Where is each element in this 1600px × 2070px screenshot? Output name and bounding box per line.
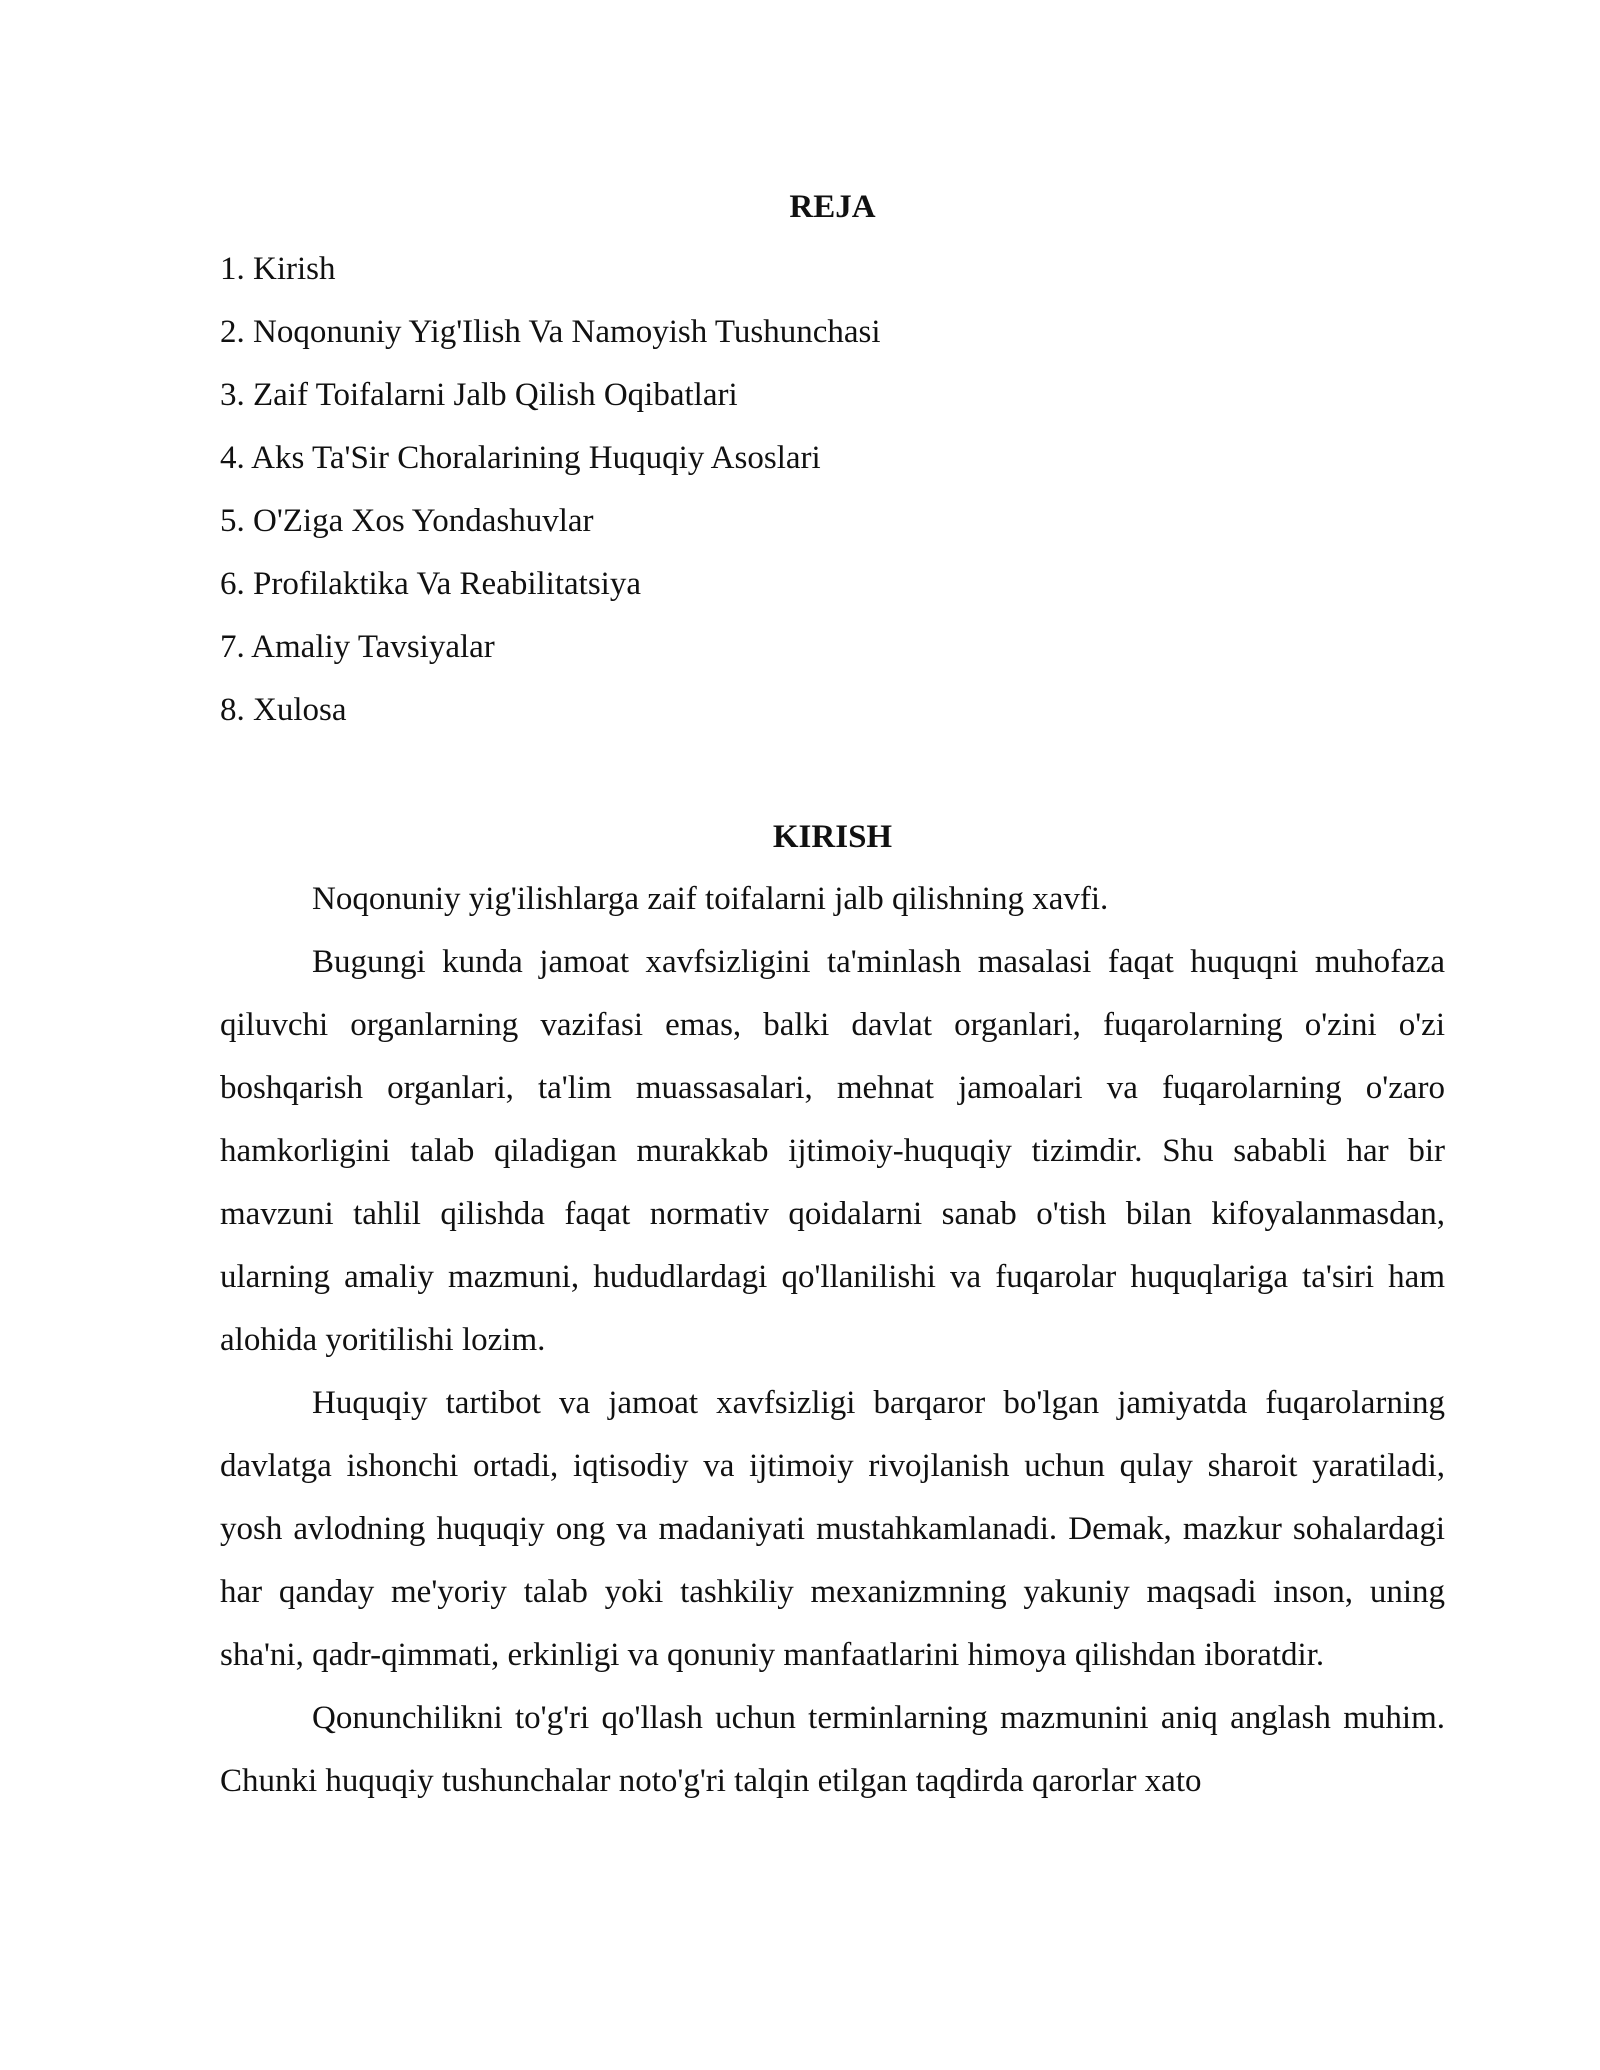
plan-heading: REJA	[789, 189, 876, 225]
intro-paragraph-4: Qonunchilikni to'g'ri qo'llash uchun terminlarning mazmunini aniq anglash muhim. Chunki huquqiy tushunchalar noto'g'ri talqin etilgan taqdirda qarorlar xato	[220, 1700, 1445, 1799]
plan-item-8: 8. Xulosa	[220, 692, 347, 728]
plan-item-3: 3. Zaif Toifalarni Jalb Qilish Oqibatlari	[220, 377, 738, 413]
plan-item-7: 7. Amaliy Tavsiyalar	[220, 629, 495, 665]
plan-item-4: 4. Aks Ta'Sir Choralarining Huquqiy Asoslari	[220, 440, 821, 476]
intro-heading: KIRISH	[772, 819, 893, 855]
plan-item-2: 2. Noqonuniy Yig'Ilish Va Namoyish Tushunchasi	[220, 314, 881, 350]
intro-body	[220, 868, 1445, 1813]
plan-item-5: 5. O'Ziga Xos Yondashuvlar	[220, 503, 594, 539]
intro-paragraph-2: Bugungi kunda jamoat xavfsizligini ta'minlash masalasi faqat huquqni muhofaza qiluvchi organlarning vazifasi emas, balki davlat organlari, fuqarolarning o'zini o'zi boshqarish organlari, ta'lim muassasalari, mehnat jamoalari va fuqarolarning o'zaro hamkorligini talab qiladigan murakkab ijtimoiy-huquqiy tizimdir. Shu sababli har bir mavzuni tahlil qilishda faqat normativ qoidalarni sanab o'tish bilan kifoyalanmasdan, ularning amaliy mazmuni, hududlardagi qo'llanilishi va fuqarolar huquqlariga ta'siri ham alohida yoritilishi lozim.	[220, 944, 1445, 1358]
intro-paragraph-3: Huquqiy tartibot va jamoat xavfsizligi barqaror bo'lgan jamiyatda fuqarolarning davlatga ishonchi ortadi, iqtisodiy va ijtimoiy rivojlanish uchun qulay sharoit yaratiladi, yosh avlodning huquqiy ong va madaniyati mustahkamlanadi. Demak, mazkur sohalardagi har qanday me'yoriy talab yoki tashkiliy mexanizmning yakuniy maqsadi inson, uning sha'ni, qadr-qimmati, erkinligi va qonuniy manfaatlarini himoya qilishdan iboratdir.	[220, 1385, 1445, 1673]
plan-item-6: 6. Profilaktika Va Reabilitatsiya	[220, 566, 641, 602]
intro-paragraph-1: Noqonuniy yig'ilishlarga zaif toifalarni jalb qilishning xavfi.	[312, 881, 1109, 917]
plan-item-1: 1. Kirish	[220, 251, 336, 287]
plan-list	[220, 238, 1445, 742]
